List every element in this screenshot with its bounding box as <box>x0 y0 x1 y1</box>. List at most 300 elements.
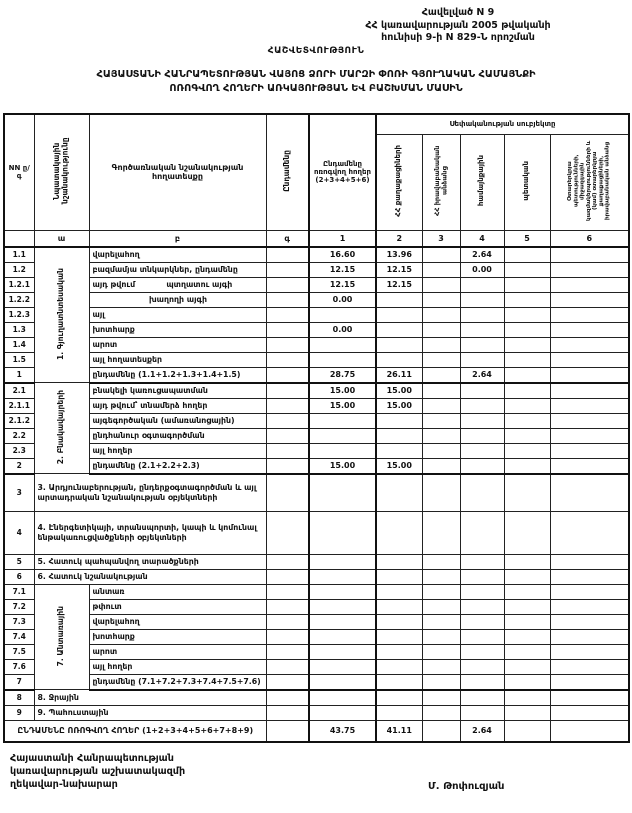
cell-value <box>376 674 422 690</box>
group-label: 7. Անտառային <box>56 605 66 666</box>
cell-label: ընդամենը (2.1+2.2+2.3) <box>89 458 266 474</box>
cell-value <box>422 554 460 569</box>
cell-value <box>460 554 504 569</box>
owner-foreign-text: Օտարերկրյա պետությունների, միջազգային կազմակերպությունների և (կամ) օտարերկրյա քաղաքացիների, իրավաբանական անձանց <box>567 140 611 222</box>
cell-value <box>550 599 629 614</box>
cell-label: արոտ <box>89 644 266 659</box>
cell-row-number: 7.6 <box>4 659 34 674</box>
cell-label: ընդամենը (7.1+7.2+7.3+7.4+7.5+7.6) <box>89 674 266 690</box>
cell-value <box>422 398 460 413</box>
header-nn: NN ը/գ <box>4 114 34 230</box>
table-row <box>4 614 629 629</box>
header-landtype: Գործառնական նշանակության հողատեսքը <box>89 114 266 230</box>
cell-value <box>460 352 504 367</box>
cell-value <box>376 584 422 599</box>
cell-value <box>550 629 629 644</box>
grand-total-value <box>504 720 550 742</box>
cell-value <box>460 659 504 674</box>
cell-value <box>422 659 460 674</box>
cell-value <box>309 428 376 443</box>
cell-value <box>309 337 376 352</box>
cell-row-number: 7 <box>4 674 34 690</box>
cell-value <box>266 413 309 428</box>
cell-value: 15.00 <box>309 383 376 399</box>
table-row <box>4 511 629 554</box>
cell-value <box>550 262 629 277</box>
cell-value <box>504 474 550 512</box>
annex-line: Հավելված N 9 <box>421 7 495 18</box>
cell-value <box>550 614 629 629</box>
table-row <box>4 337 629 352</box>
cell-value <box>309 644 376 659</box>
label-text: պտղատու այգի <box>166 280 233 289</box>
cell-value <box>504 511 550 554</box>
cell-value <box>504 247 550 263</box>
cell-value <box>309 614 376 629</box>
cell-label-merged: 9. Պահուստային <box>34 705 266 720</box>
cell-label-merged: 6. Հատուկ նշանակության <box>34 569 266 584</box>
cell-value <box>266 659 309 674</box>
cell-row-number: 7.3 <box>4 614 34 629</box>
cell-value <box>266 383 309 399</box>
cell-label: այլ հողեր <box>89 659 266 674</box>
cell-value <box>266 584 309 599</box>
cell-value <box>376 569 422 584</box>
cell-value <box>376 428 422 443</box>
cell-value <box>504 262 550 277</box>
cell-value <box>550 511 629 554</box>
cell-value <box>266 247 309 263</box>
cell-value <box>460 322 504 337</box>
cell-value <box>550 569 629 584</box>
cell-row-number: 1.1 <box>4 247 34 263</box>
cell-value <box>460 674 504 690</box>
cell-value <box>266 277 309 292</box>
grand-total-value <box>550 720 629 742</box>
cell-label: թփուտ <box>89 599 266 614</box>
cell-value <box>504 277 550 292</box>
cell-value <box>266 337 309 352</box>
group-label: 1. Գյուղատնտեսական <box>56 267 66 360</box>
cell-row-number: 2.2 <box>4 428 34 443</box>
cell-value <box>550 413 629 428</box>
cell-value <box>376 690 422 706</box>
table-row <box>4 443 629 458</box>
header-ownership-group: Սեփականության սուբյեկտը <box>376 114 629 134</box>
cell-value: 0.00 <box>309 322 376 337</box>
cell-label: արոտ <box>89 337 266 352</box>
cell-value <box>376 307 422 322</box>
cell-value <box>422 705 460 720</box>
cell-value <box>460 705 504 720</box>
cell-row-number: 7.4 <box>4 629 34 644</box>
cell-value <box>550 458 629 474</box>
title-line-2: ՈՌՈԳՎՈՂ ՀՈՂԵՐԻ ԱՌԿԱՅՈՒԹՅԱՆ ԵՎ ԲԱՇԽՄԱՆ ՄԱՍԻՆ <box>169 82 463 94</box>
owner-state-text: պետական <box>522 161 531 201</box>
header-owner-citizens <box>376 134 422 230</box>
cell-value <box>422 629 460 644</box>
cell-value <box>460 458 504 474</box>
column-letter: բ <box>89 230 266 247</box>
table-row <box>4 247 629 263</box>
table-row <box>4 428 629 443</box>
cell-value <box>309 659 376 674</box>
table-row <box>4 569 629 584</box>
cell-value <box>550 337 629 352</box>
cell-value <box>504 292 550 307</box>
owner-community-text: համայնքային <box>477 155 486 207</box>
cell-value <box>550 277 629 292</box>
cell-value <box>550 247 629 263</box>
table-row <box>4 474 629 512</box>
cell-value <box>266 367 309 383</box>
cell-value <box>309 352 376 367</box>
cell-value <box>550 705 629 720</box>
cell-value: 15.00 <box>376 398 422 413</box>
cell-label: բազմամյա տնկարկներ, ընդամենը <box>89 262 266 277</box>
cell-value <box>376 337 422 352</box>
signature-line: ղեկավար-նախարար <box>10 779 118 791</box>
cell-value <box>266 458 309 474</box>
cell-value <box>504 584 550 599</box>
table-row <box>4 690 629 706</box>
owner-legal-text: ՀՀ իրավաբանական անձանց <box>432 145 448 217</box>
cell-value <box>422 307 460 322</box>
cell-row-number: 1.4 <box>4 337 34 352</box>
cell-value <box>550 584 629 599</box>
grand-total-value: 43.75 <box>309 720 376 742</box>
land-report-table <box>3 113 630 743</box>
header-row-main <box>4 114 629 134</box>
cell-value <box>504 569 550 584</box>
header-total <box>266 114 309 230</box>
header-owner-community <box>460 134 504 230</box>
cell-value <box>504 352 550 367</box>
cell-value <box>266 352 309 367</box>
cell-value <box>266 307 309 322</box>
label-prefix: այդ թվում <box>92 280 136 289</box>
cell-value <box>376 659 422 674</box>
cell-value <box>504 644 550 659</box>
cell-row-number: 1.5 <box>4 352 34 367</box>
table-row <box>4 277 629 292</box>
cell-value <box>504 705 550 720</box>
cell-value <box>504 428 550 443</box>
cell-value <box>422 352 460 367</box>
cell-value <box>376 352 422 367</box>
cell-value <box>422 277 460 292</box>
cell-value <box>460 584 504 599</box>
cell-value <box>504 398 550 413</box>
cell-value: 0.00 <box>460 262 504 277</box>
table-row <box>4 398 629 413</box>
grand-total-value <box>422 720 460 742</box>
cell-value: 15.00 <box>309 458 376 474</box>
cell-value <box>376 292 422 307</box>
cell-value <box>422 474 460 512</box>
cell-value <box>460 644 504 659</box>
cell-value <box>309 674 376 690</box>
cell-row-number: 6 <box>4 569 34 584</box>
column-letter: գ <box>266 230 309 247</box>
cell-row-number: 9 <box>4 705 34 720</box>
cell-value <box>422 413 460 428</box>
table-row <box>4 307 629 322</box>
cell-value <box>266 443 309 458</box>
column-letter: 5 <box>504 230 550 247</box>
cell-value <box>460 690 504 706</box>
cell-value <box>266 614 309 629</box>
cell-label-merged: 8. Ջրային <box>34 690 266 706</box>
annex-line: հունիսի 9-ի N 829-Ն որոշման <box>381 32 535 44</box>
cell-value <box>504 458 550 474</box>
cell-value <box>309 584 376 599</box>
cell-value <box>266 629 309 644</box>
cell-value <box>460 443 504 458</box>
cell-value: 26.11 <box>376 367 422 383</box>
cell-value <box>422 614 460 629</box>
column-letter: 4 <box>460 230 504 247</box>
column-letter: 6 <box>550 230 629 247</box>
cell-value <box>504 337 550 352</box>
cell-row-number: 2.1.1 <box>4 398 34 413</box>
table-row <box>4 292 629 307</box>
cell-value: 16.60 <box>309 247 376 263</box>
cell-label: ընդամենը (1.1+1.2+1.3+1.4+1.5) <box>89 367 266 383</box>
column-letter: 2 <box>376 230 422 247</box>
cell-value <box>422 674 460 690</box>
cell-value <box>550 474 629 512</box>
cell-value <box>266 705 309 720</box>
cell-value <box>376 705 422 720</box>
grand-total-value <box>266 720 309 742</box>
cell-value <box>309 554 376 569</box>
signature-line: Հայաստանի Հանրապետության <box>10 753 174 764</box>
cell-value <box>376 599 422 614</box>
cell-value <box>422 569 460 584</box>
header-owner-foreign <box>550 134 629 230</box>
cell-label-merged: 3. Արդյունաբերության, ընդերքօգտագործման և այլ արտադրական նշանակության օբյեկտների <box>34 474 266 512</box>
table-row <box>4 262 629 277</box>
cell-value <box>309 511 376 554</box>
report-label: ՀԱՇՎԵՏՎՈՒԹՅՈՒՆ <box>267 46 365 56</box>
cell-value <box>422 262 460 277</box>
header-owner-legal <box>422 134 460 230</box>
cell-value <box>504 443 550 458</box>
cell-value: 15.00 <box>376 383 422 399</box>
cell-label: այդ թվում՝ տնամերձ հողեր <box>89 398 266 413</box>
cell-value <box>266 674 309 690</box>
annex-note <box>298 7 618 45</box>
header-purpose <box>34 114 89 230</box>
cell-label: վարելահող <box>89 247 266 263</box>
signatory-name: Մ. Թոփուզյան <box>428 781 505 792</box>
column-letter: 3 <box>422 230 460 247</box>
cell-value: 2.64 <box>460 247 504 263</box>
table-row <box>4 352 629 367</box>
cell-value <box>460 277 504 292</box>
cell-value <box>550 690 629 706</box>
cell-value <box>266 554 309 569</box>
column-letter: ա <box>34 230 89 247</box>
cell-value <box>422 322 460 337</box>
table-row <box>4 674 629 690</box>
annex-line: ՀՀ կառավարության 2005 թվականի <box>365 19 551 31</box>
header-owner-state <box>504 134 550 230</box>
cell-group <box>34 383 89 474</box>
cell-value <box>422 337 460 352</box>
table-row <box>4 659 629 674</box>
owner-citizens-text: ՀՀ քաղաքացիների <box>394 145 403 217</box>
cell-value <box>309 569 376 584</box>
cell-value <box>266 569 309 584</box>
cell-value <box>309 629 376 644</box>
cell-value <box>460 474 504 512</box>
cell-value <box>460 569 504 584</box>
cell-row-number: 1.2.2 <box>4 292 34 307</box>
cell-value <box>376 644 422 659</box>
cell-value: 28.75 <box>309 367 376 383</box>
cell-value <box>422 367 460 383</box>
cell-row-number: 1.3 <box>4 322 34 337</box>
header-total-text: Ընդամենը <box>282 150 292 193</box>
cell-value <box>376 614 422 629</box>
cell-row-number: 1.2.3 <box>4 307 34 322</box>
cell-value <box>550 383 629 399</box>
header-irrigated-total: Ընդամենը ոռոգվող հողեր (2+3+4+5+6) <box>309 114 376 230</box>
table-row <box>4 584 629 599</box>
cell-value <box>460 629 504 644</box>
cell-value <box>460 383 504 399</box>
cell-value <box>266 690 309 706</box>
cell-group <box>34 247 89 383</box>
cell-row-number: 2.3 <box>4 443 34 458</box>
cell-label: վարելահող <box>89 614 266 629</box>
table-row <box>4 629 629 644</box>
cell-value: 2.64 <box>460 367 504 383</box>
cell-value <box>550 443 629 458</box>
cell-value <box>550 307 629 322</box>
cell-value <box>504 599 550 614</box>
cell-value: 15.00 <box>309 398 376 413</box>
cell-value: 12.15 <box>376 277 422 292</box>
cell-value <box>422 383 460 399</box>
cell-row-number: 8 <box>4 690 34 706</box>
column-letter: 1 <box>309 230 376 247</box>
cell-group <box>34 584 89 690</box>
cell-row-number: 2.1 <box>4 383 34 399</box>
cell-value <box>460 428 504 443</box>
cell-label <box>89 277 266 292</box>
cell-value <box>504 674 550 690</box>
cell-row-number: 2.1.2 <box>4 413 34 428</box>
column-letter <box>4 230 34 247</box>
document-title <box>0 68 632 95</box>
cell-value <box>504 629 550 644</box>
cell-row-number: 1.2.1 <box>4 277 34 292</box>
grand-total-row <box>4 720 629 742</box>
cell-value <box>376 511 422 554</box>
cell-value <box>504 383 550 399</box>
cell-row-number: 3 <box>4 474 34 512</box>
cell-value <box>266 292 309 307</box>
cell-value: 13.96 <box>376 247 422 263</box>
cell-row-number: 7.1 <box>4 584 34 599</box>
cell-value <box>460 511 504 554</box>
signature-line: կառավարության աշխատակազմի <box>10 766 186 778</box>
cell-value <box>550 659 629 674</box>
table-row <box>4 705 629 720</box>
cell-value: 12.15 <box>309 262 376 277</box>
grand-total-label: ԸՆԴԱՄԵՆԸ ՈՌՈԳՎՈՂ ՀՈՂԵՐ (1+2+3+4+5+6+7+8+9) <box>4 720 266 742</box>
cell-value <box>460 599 504 614</box>
signature-block <box>10 752 185 792</box>
group-label: 2. Բնակավայրերի <box>56 389 66 465</box>
cell-row-number: 4 <box>4 511 34 554</box>
table-row <box>4 367 629 383</box>
cell-value <box>504 614 550 629</box>
cell-value <box>266 644 309 659</box>
cell-value <box>550 367 629 383</box>
table-row <box>4 554 629 569</box>
table-row <box>4 458 629 474</box>
grand-total-value: 2.64 <box>460 720 504 742</box>
cell-value <box>504 659 550 674</box>
cell-value <box>266 599 309 614</box>
cell-value <box>550 398 629 413</box>
cell-value <box>309 705 376 720</box>
cell-value <box>422 644 460 659</box>
cell-value <box>266 511 309 554</box>
cell-value: 12.15 <box>309 277 376 292</box>
cell-label: խոտհարք <box>89 322 266 337</box>
table-row <box>4 322 629 337</box>
cell-row-number: 1.2 <box>4 262 34 277</box>
cell-row-number: 5 <box>4 554 34 569</box>
grand-total-value: 41.11 <box>376 720 422 742</box>
title-line-1: ՀԱՅԱՍՏԱՆԻ ՀԱՆՐԱՊԵՏՈՒԹՅԱՆ ՎԱՅՈՑ ՁՈՐԻ ՄԱՐԶԻ ՓՈՌԻ ԳՅՈՒՂԱԿԱՆ ՀԱՄԱՅՆՔԻ <box>96 69 536 80</box>
cell-value <box>376 629 422 644</box>
cell-label: այլ հողեր <box>89 443 266 458</box>
cell-value <box>422 247 460 263</box>
table-row <box>4 599 629 614</box>
cell-label: բնակելի կառուցապատման <box>89 383 266 399</box>
cell-value <box>309 307 376 322</box>
cell-value <box>550 428 629 443</box>
cell-value <box>460 337 504 352</box>
cell-value <box>504 413 550 428</box>
cell-value <box>504 307 550 322</box>
cell-value <box>422 458 460 474</box>
cell-value <box>504 554 550 569</box>
header-purpose-text: Նպատակային նշանակությունը <box>52 137 70 205</box>
cell-value <box>422 443 460 458</box>
cell-row-number: 2 <box>4 458 34 474</box>
cell-value <box>309 443 376 458</box>
cell-label: խոտհարք <box>89 629 266 644</box>
cell-value <box>550 644 629 659</box>
cell-value <box>266 262 309 277</box>
cell-value <box>460 413 504 428</box>
table-row <box>4 383 629 399</box>
cell-value <box>422 292 460 307</box>
cell-label: այլ <box>89 307 266 322</box>
cell-value <box>460 292 504 307</box>
cell-value: 0.00 <box>309 292 376 307</box>
cell-value: 15.00 <box>376 458 422 474</box>
cell-value <box>550 352 629 367</box>
cell-value <box>309 599 376 614</box>
